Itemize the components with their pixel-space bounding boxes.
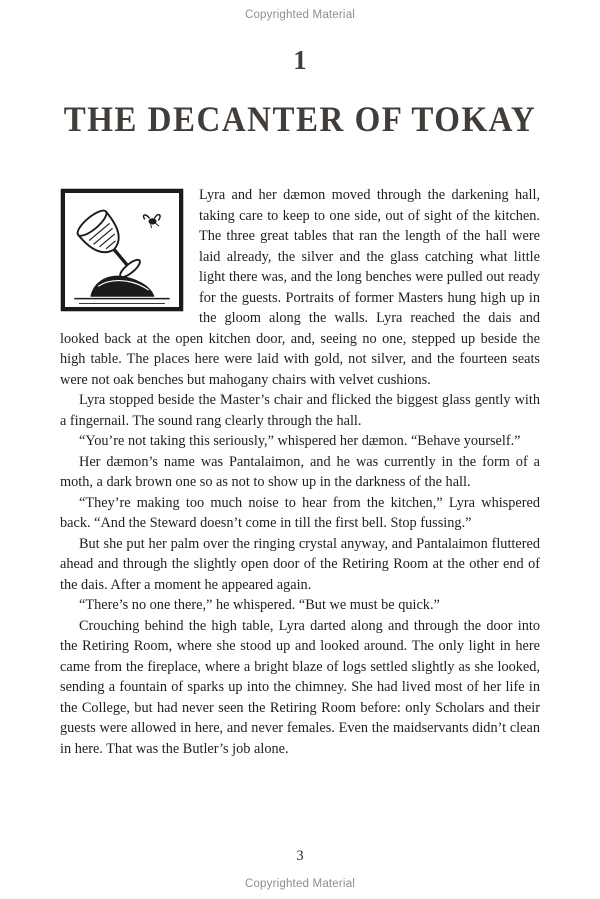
paragraph: Lyra stopped beside the Master’s chair and flicked the biggest glass gently with a fingernail. The sound rang clearly through the hall. [60, 392, 540, 429]
woodcut-graphic [60, 188, 184, 312]
chapter-number: 1 [293, 45, 307, 75]
paragraph: “You’re not taking this seriously,” whispered her dæmon. “Behave yourself.” [79, 433, 521, 449]
paragraph: Crouching behind the high table, Lyra darted along and through the door into the Retiring Room, where she stood up and looked around. The only light in here came from the fireplace, where a bright blaze of logs settled slightly as she looked, sending a fountain of sparks up into the chimney. She had lived most of her life in the College, but had never seen the Retiring Room before: only Scholars and their guests were allowed in here, and never females. Even the maidservants didn’t clean in here. That was the Butler’s job alone. [60, 617, 540, 757]
body-text [60, 185, 540, 759]
copyright-notice-top: Copyrighted Material [244, 9, 356, 21]
chapter-title: THE DECANTER OF TOKAY [63, 100, 537, 140]
paragraph: Her dæmon’s name was Pantalaimon, and he was currently in the form of a moth, a dark brown one so as not to show up in the darkness of the hall. [60, 453, 540, 490]
paragraph: “There’s no one there,” he whispered. “But we must be quick.” [79, 597, 440, 613]
page-number: 3 [296, 848, 304, 864]
paragraph: But she put her palm over the ringing crystal anyway, and Pantalaimon fluttered ahead and through the slightly open door of the Retiring Room at the other end of the dais. After a moment he appeared again. [60, 535, 540, 593]
copyright-notice-bottom: Copyrighted Material [244, 878, 356, 890]
decanter-woodcut-illustration [60, 188, 184, 312]
paragraph: Lyra and her dæmon moved through the darkening hall, taking care to keep to one side, out of sight of the kitchen. The three great tables that ran the length of the hall were laid already, the silver and the glass catching what little light there was, and the long benches were pulled out ready for the guests. Portraits of former Masters hung high up in the gloom along the walls. Lyra reached the dais and looked back at the open kitchen door, and, seeing no one, stepped up beside the high table. The places here were laid with gold, not silver, and the fourteen seats were not oak benches but mahogany chairs with velvet cushions. [60, 187, 540, 388]
paragraph: “They’re making too much noise to hear from the kitchen,” Lyra whispered back. “And the Steward doesn’t come in till the first bell. Stop fussing.” [60, 494, 540, 531]
